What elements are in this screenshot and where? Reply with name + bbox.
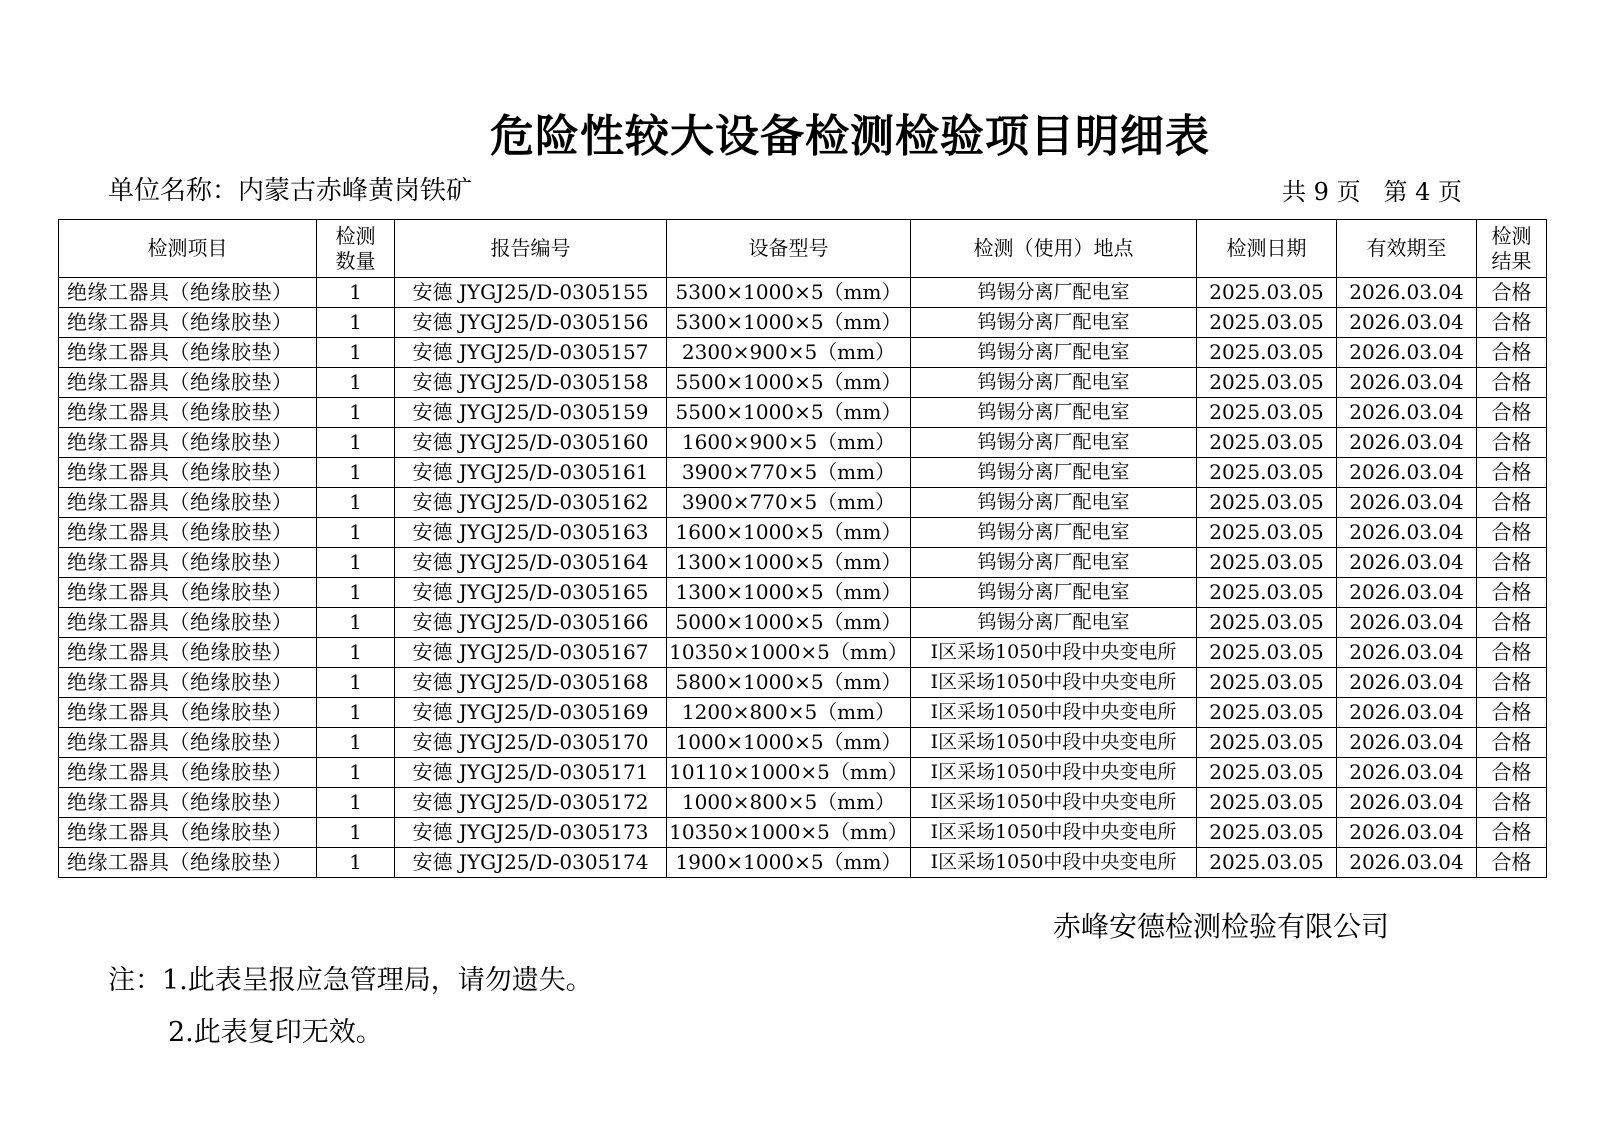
cell-test-date: 2025.03.05 <box>1197 518 1337 548</box>
cell-test-date: 2025.03.05 <box>1197 818 1337 848</box>
cell-quantity: 1 <box>317 518 395 548</box>
cell-item: 绝缘工器具（绝缘胶垫） <box>59 308 317 338</box>
table-row <box>59 518 1547 548</box>
note-2: 2.此表复印无效。 <box>168 1017 383 1048</box>
cell-report-no: 安德 JYGJ25/D-0305173 <box>395 818 667 848</box>
cell-item: 绝缘工器具（绝缘胶垫） <box>59 728 317 758</box>
cell-report-no: 安德 JYGJ25/D-0305172 <box>395 788 667 818</box>
cell-item: 绝缘工器具（绝缘胶垫） <box>59 668 317 698</box>
cell-quantity: 1 <box>317 818 395 848</box>
cell-quantity: 1 <box>317 368 395 398</box>
cell-valid-until: 2026.03.04 <box>1337 488 1477 518</box>
cell-result: 合格 <box>1477 728 1547 758</box>
cell-result: 合格 <box>1477 368 1547 398</box>
cell-test-date: 2025.03.05 <box>1197 488 1337 518</box>
cell-item: 绝缘工器具（绝缘胶垫） <box>59 398 317 428</box>
cell-report-no: 安德 JYGJ25/D-0305168 <box>395 668 667 698</box>
col-header: 检测 结果 <box>1477 220 1547 278</box>
col-header: 检测日期 <box>1197 220 1337 278</box>
cell-item: 绝缘工器具（绝缘胶垫） <box>59 848 317 878</box>
cell-report-no: 安德 JYGJ25/D-0305165 <box>395 578 667 608</box>
note-1: 注：1.此表呈报应急管理局，请勿遗失。 <box>108 965 593 996</box>
cell-report-no: 安德 JYGJ25/D-0305174 <box>395 848 667 878</box>
cell-valid-until: 2026.03.04 <box>1337 458 1477 488</box>
cell-location: Ⅰ区采场1050中段中央变电所 <box>911 638 1197 668</box>
cell-test-date: 2025.03.05 <box>1197 428 1337 458</box>
cell-location: Ⅰ区采场1050中段中央变电所 <box>911 788 1197 818</box>
cell-location: 钨锡分离厂配电室 <box>911 278 1197 308</box>
cell-report-no: 安德 JYGJ25/D-0305160 <box>395 428 667 458</box>
cell-item: 绝缘工器具（绝缘胶垫） <box>59 698 317 728</box>
cell-model: 5500×1000×5（mm） <box>667 368 911 398</box>
cell-report-no: 安德 JYGJ25/D-0305166 <box>395 608 667 638</box>
cell-model: 1300×1000×5（mm） <box>667 578 911 608</box>
cell-test-date: 2025.03.05 <box>1197 368 1337 398</box>
cell-item: 绝缘工器具（绝缘胶垫） <box>59 488 317 518</box>
cell-item: 绝缘工器具（绝缘胶垫） <box>59 788 317 818</box>
col-header: 有效期至 <box>1337 220 1477 278</box>
cell-test-date: 2025.03.05 <box>1197 668 1337 698</box>
cell-result: 合格 <box>1477 758 1547 788</box>
cell-location: Ⅰ区采场1050中段中央变电所 <box>911 758 1197 788</box>
cell-item: 绝缘工器具（绝缘胶垫） <box>59 458 317 488</box>
cell-model: 1300×1000×5（mm） <box>667 548 911 578</box>
cell-report-no: 安德 JYGJ25/D-0305155 <box>395 278 667 308</box>
cell-valid-until: 2026.03.04 <box>1337 728 1477 758</box>
cell-item: 绝缘工器具（绝缘胶垫） <box>59 368 317 398</box>
cell-test-date: 2025.03.05 <box>1197 698 1337 728</box>
cell-item: 绝缘工器具（绝缘胶垫） <box>59 758 317 788</box>
cell-quantity: 1 <box>317 548 395 578</box>
cell-report-no: 安德 JYGJ25/D-0305163 <box>395 518 667 548</box>
cell-report-no: 安德 JYGJ25/D-0305159 <box>395 398 667 428</box>
document-title: 危险性较大设备检测检验项目明细表 <box>490 111 1210 162</box>
table-row <box>59 428 1547 458</box>
cell-model: 5800×1000×5（mm） <box>667 668 911 698</box>
cell-report-no: 安德 JYGJ25/D-0305171 <box>395 758 667 788</box>
cell-model: 3900×770×5（mm） <box>667 488 911 518</box>
cell-result: 合格 <box>1477 818 1547 848</box>
cell-report-no: 安德 JYGJ25/D-0305157 <box>395 338 667 368</box>
cell-test-date: 2025.03.05 <box>1197 788 1337 818</box>
cell-location: 钨锡分离厂配电室 <box>911 308 1197 338</box>
cell-result: 合格 <box>1477 608 1547 638</box>
cell-quantity: 1 <box>317 638 395 668</box>
cell-valid-until: 2026.03.04 <box>1337 818 1477 848</box>
cell-model: 2300×900×5（mm） <box>667 338 911 368</box>
table-row <box>59 308 1547 338</box>
cell-item: 绝缘工器具（绝缘胶垫） <box>59 428 317 458</box>
cell-model: 1600×1000×5（mm） <box>667 518 911 548</box>
cell-item: 绝缘工器具（绝缘胶垫） <box>59 338 317 368</box>
cell-model: 5300×1000×5（mm） <box>667 308 911 338</box>
col-header: 检测项目 <box>59 220 317 278</box>
cell-test-date: 2025.03.05 <box>1197 458 1337 488</box>
cell-result: 合格 <box>1477 278 1547 308</box>
cell-report-no: 安德 JYGJ25/D-0305158 <box>395 368 667 398</box>
cell-quantity: 1 <box>317 608 395 638</box>
col-header: 报告编号 <box>395 220 667 278</box>
table-row <box>59 668 1547 698</box>
cell-valid-until: 2026.03.04 <box>1337 308 1477 338</box>
unit-name: 单位名称：内蒙古赤峰黄岗铁矿 <box>108 176 473 206</box>
table-row <box>59 638 1547 668</box>
cell-result: 合格 <box>1477 308 1547 338</box>
cell-item: 绝缘工器具（绝缘胶垫） <box>59 638 317 668</box>
cell-test-date: 2025.03.05 <box>1197 578 1337 608</box>
cell-report-no: 安德 JYGJ25/D-0305162 <box>395 488 667 518</box>
cell-test-date: 2025.03.05 <box>1197 638 1337 668</box>
cell-result: 合格 <box>1477 428 1547 458</box>
table-row <box>59 818 1547 848</box>
cell-location: Ⅰ区采场1050中段中央变电所 <box>911 698 1197 728</box>
cell-test-date: 2025.03.05 <box>1197 608 1337 638</box>
cell-test-date: 2025.03.05 <box>1197 338 1337 368</box>
cell-test-date: 2025.03.05 <box>1197 848 1337 878</box>
cell-model: 1000×1000×5（mm） <box>667 728 911 758</box>
cell-quantity: 1 <box>317 458 395 488</box>
col-header: 检测（使用）地点 <box>911 220 1197 278</box>
cell-valid-until: 2026.03.04 <box>1337 788 1477 818</box>
cell-quantity: 1 <box>317 848 395 878</box>
table-row <box>59 758 1547 788</box>
cell-model: 1600×900×5（mm） <box>667 428 911 458</box>
cell-quantity: 1 <box>317 428 395 458</box>
cell-model: 5300×1000×5（mm） <box>667 278 911 308</box>
cell-model: 5500×1000×5（mm） <box>667 398 911 428</box>
table-row <box>59 848 1547 878</box>
cell-location: 钨锡分离厂配电室 <box>911 398 1197 428</box>
cell-result: 合格 <box>1477 638 1547 668</box>
cell-result: 合格 <box>1477 848 1547 878</box>
cell-quantity: 1 <box>317 788 395 818</box>
cell-quantity: 1 <box>317 758 395 788</box>
cell-report-no: 安德 JYGJ25/D-0305170 <box>395 728 667 758</box>
cell-quantity: 1 <box>317 728 395 758</box>
cell-valid-until: 2026.03.04 <box>1337 278 1477 308</box>
cell-result: 合格 <box>1477 548 1547 578</box>
cell-test-date: 2025.03.05 <box>1197 398 1337 428</box>
cell-model: 1000×800×5（mm） <box>667 788 911 818</box>
company-name: 赤峰安德检测检验有限公司 <box>1053 910 1390 943</box>
cell-quantity: 1 <box>317 338 395 368</box>
cell-model: 10110×1000×5（mm） <box>667 758 911 788</box>
table-row <box>59 608 1547 638</box>
cell-item: 绝缘工器具（绝缘胶垫） <box>59 548 317 578</box>
cell-valid-until: 2026.03.04 <box>1337 368 1477 398</box>
cell-report-no: 安德 JYGJ25/D-0305164 <box>395 548 667 578</box>
page-info: 共 9 页 第 4 页 <box>1282 178 1462 206</box>
cell-location: Ⅰ区采场1050中段中央变电所 <box>911 848 1197 878</box>
cell-location: 钨锡分离厂配电室 <box>911 488 1197 518</box>
cell-valid-until: 2026.03.04 <box>1337 608 1477 638</box>
cell-item: 绝缘工器具（绝缘胶垫） <box>59 818 317 848</box>
table-row <box>59 728 1547 758</box>
cell-valid-until: 2026.03.04 <box>1337 758 1477 788</box>
cell-test-date: 2025.03.05 <box>1197 278 1337 308</box>
cell-item: 绝缘工器具（绝缘胶垫） <box>59 518 317 548</box>
cell-valid-until: 2026.03.04 <box>1337 668 1477 698</box>
cell-quantity: 1 <box>317 668 395 698</box>
table-row <box>59 488 1547 518</box>
table-row <box>59 698 1547 728</box>
cell-quantity: 1 <box>317 488 395 518</box>
cell-valid-until: 2026.03.04 <box>1337 638 1477 668</box>
cell-valid-until: 2026.03.04 <box>1337 338 1477 368</box>
cell-test-date: 2025.03.05 <box>1197 548 1337 578</box>
col-header: 检测 数量 <box>317 220 395 278</box>
cell-report-no: 安德 JYGJ25/D-0305167 <box>395 638 667 668</box>
cell-location: 钨锡分离厂配电室 <box>911 578 1197 608</box>
table-row <box>59 578 1547 608</box>
cell-valid-until: 2026.03.04 <box>1337 518 1477 548</box>
cell-result: 合格 <box>1477 788 1547 818</box>
cell-test-date: 2025.03.05 <box>1197 758 1337 788</box>
table-row <box>59 398 1547 428</box>
cell-item: 绝缘工器具（绝缘胶垫） <box>59 578 317 608</box>
cell-valid-until: 2026.03.04 <box>1337 848 1477 878</box>
table-row <box>59 338 1547 368</box>
cell-location: 钨锡分离厂配电室 <box>911 368 1197 398</box>
cell-result: 合格 <box>1477 698 1547 728</box>
table-row <box>59 278 1547 308</box>
cell-valid-until: 2026.03.04 <box>1337 398 1477 428</box>
cell-valid-until: 2026.03.04 <box>1337 578 1477 608</box>
table-row <box>59 368 1547 398</box>
cell-report-no: 安德 JYGJ25/D-0305156 <box>395 308 667 338</box>
cell-quantity: 1 <box>317 698 395 728</box>
cell-location: Ⅰ区采场1050中段中央变电所 <box>911 818 1197 848</box>
cell-model: 10350×1000×5（mm） <box>667 818 911 848</box>
cell-location: 钨锡分离厂配电室 <box>911 338 1197 368</box>
cell-location: 钨锡分离厂配电室 <box>911 428 1197 458</box>
cell-result: 合格 <box>1477 488 1547 518</box>
cell-item: 绝缘工器具（绝缘胶垫） <box>59 278 317 308</box>
cell-location: 钨锡分离厂配电室 <box>911 548 1197 578</box>
cell-quantity: 1 <box>317 278 395 308</box>
table-row <box>59 788 1547 818</box>
cell-test-date: 2025.03.05 <box>1197 308 1337 338</box>
cell-model: 10350×1000×5（mm） <box>667 638 911 668</box>
cell-valid-until: 2026.03.04 <box>1337 548 1477 578</box>
cell-location: 钨锡分离厂配电室 <box>911 518 1197 548</box>
table-row <box>59 548 1547 578</box>
cell-location: Ⅰ区采场1050中段中央变电所 <box>911 668 1197 698</box>
cell-quantity: 1 <box>317 578 395 608</box>
cell-model: 3900×770×5（mm） <box>667 458 911 488</box>
cell-item: 绝缘工器具（绝缘胶垫） <box>59 608 317 638</box>
cell-valid-until: 2026.03.04 <box>1337 428 1477 458</box>
col-header: 设备型号 <box>667 220 911 278</box>
table-header-row <box>59 220 1547 278</box>
cell-result: 合格 <box>1477 518 1547 548</box>
cell-test-date: 2025.03.05 <box>1197 728 1337 758</box>
cell-quantity: 1 <box>317 398 395 428</box>
cell-location: 钨锡分离厂配电室 <box>911 608 1197 638</box>
cell-result: 合格 <box>1477 338 1547 368</box>
cell-model: 1200×800×5（mm） <box>667 698 911 728</box>
cell-result: 合格 <box>1477 398 1547 428</box>
cell-quantity: 1 <box>317 308 395 338</box>
cell-report-no: 安德 JYGJ25/D-0305161 <box>395 458 667 488</box>
cell-report-no: 安德 JYGJ25/D-0305169 <box>395 698 667 728</box>
cell-location: 钨锡分离厂配电室 <box>911 458 1197 488</box>
cell-result: 合格 <box>1477 668 1547 698</box>
cell-model: 1900×1000×5（mm） <box>667 848 911 878</box>
cell-model: 5000×1000×5（mm） <box>667 608 911 638</box>
table-row <box>59 458 1547 488</box>
cell-location: Ⅰ区采场1050中段中央变电所 <box>911 728 1197 758</box>
inspection-table <box>58 219 1547 878</box>
cell-valid-until: 2026.03.04 <box>1337 698 1477 728</box>
table-body <box>59 278 1547 878</box>
cell-result: 合格 <box>1477 458 1547 488</box>
cell-result: 合格 <box>1477 578 1547 608</box>
